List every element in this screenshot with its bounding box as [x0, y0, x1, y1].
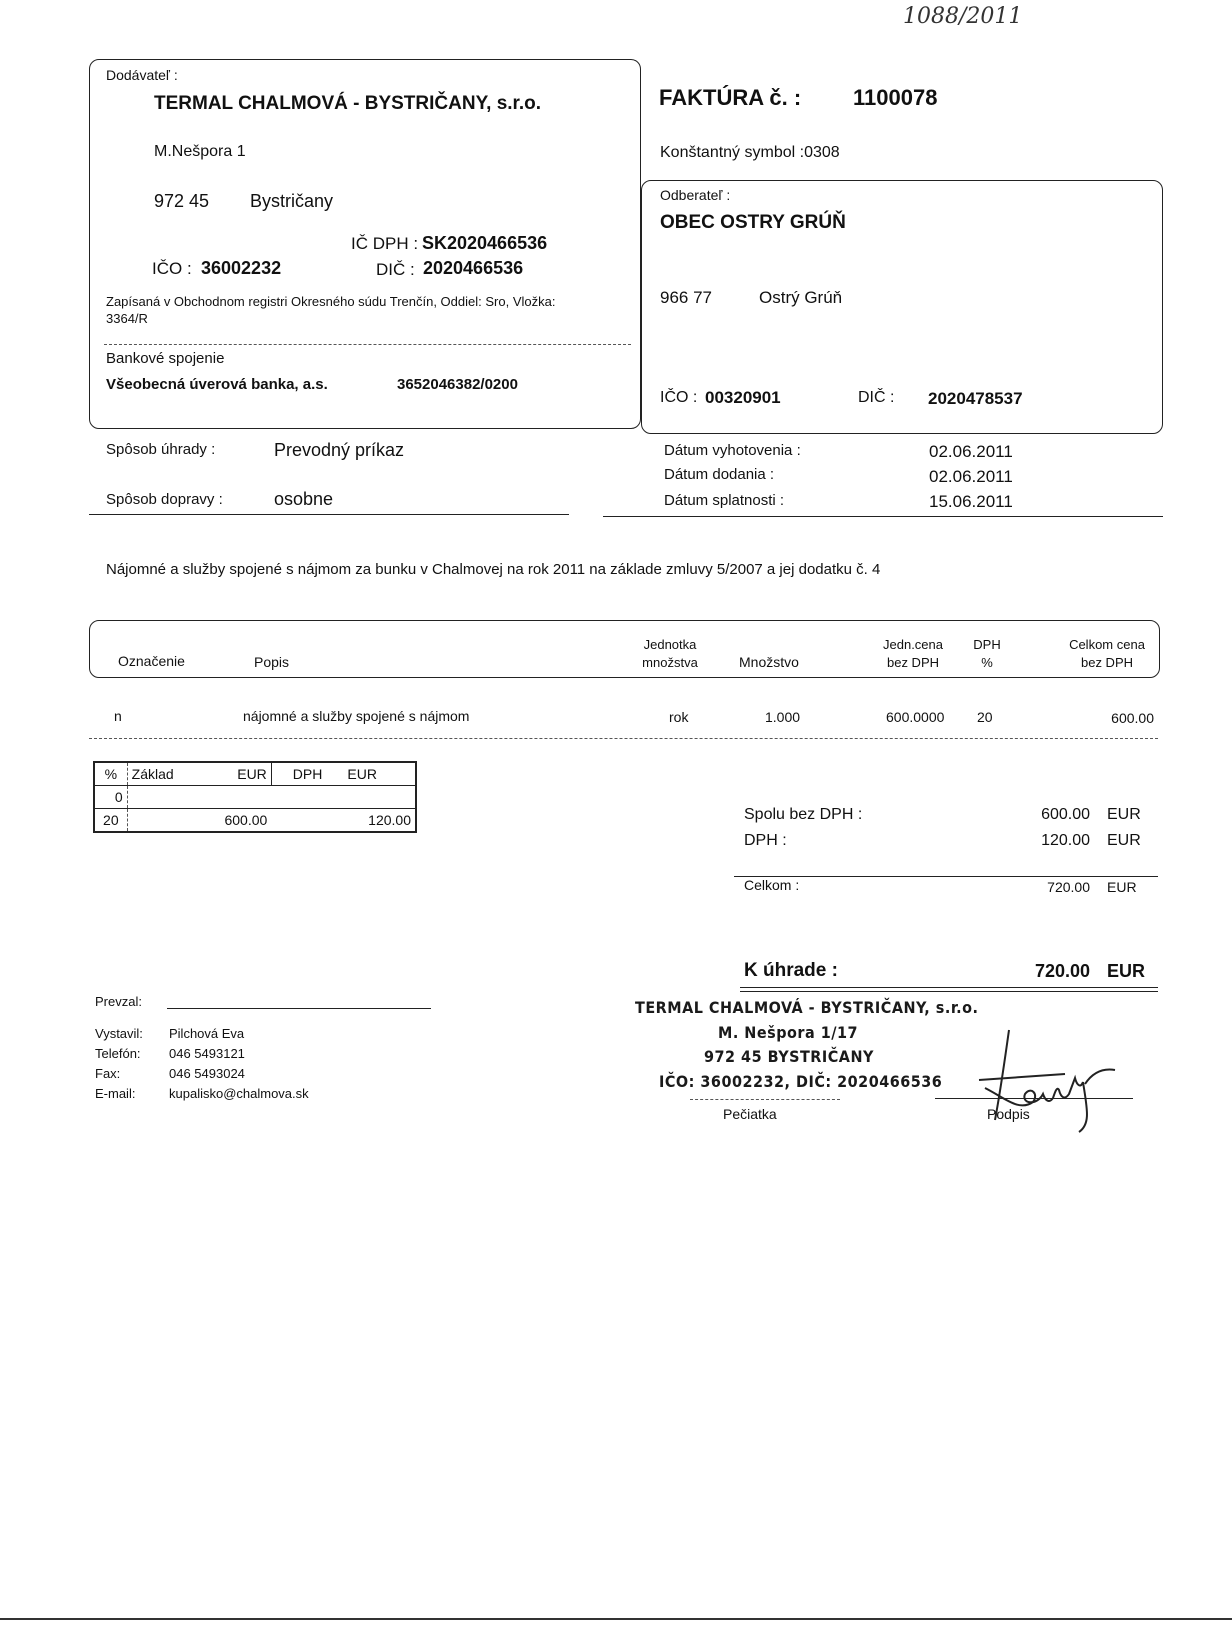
stamp-line2: M. Nešpora 1/17 [718, 1023, 859, 1042]
date-due-label: Dátum splatnosti : [664, 492, 785, 509]
vat-h-eur2: EUR [347, 766, 377, 782]
supplier-name: TERMAL CHALMOVÁ - BYSTRIČANY, s.r.o. [154, 93, 542, 114]
transport-label: Spôsob dopravy : [106, 491, 223, 508]
customer-city: Ostrý Grúň [759, 288, 843, 307]
fax: 046 5493024 [169, 1066, 245, 1081]
date-due: 15.06.2011 [929, 492, 1013, 511]
fax-label: Fax: [95, 1066, 121, 1081]
total-label: Celkom : [744, 877, 800, 893]
vat-row-0-dph [271, 786, 416, 809]
col-price-line1: Jedn.cena [883, 637, 943, 652]
item-desc: nájomné a služby spojené s nájmom [243, 708, 470, 724]
col-vat-line1: DPH [973, 637, 1001, 652]
supplier-ico-label: IČO : [152, 259, 192, 278]
handwritten-reference: 1088/2011 [903, 4, 1023, 29]
item-qty: 1.000 [765, 709, 801, 725]
col-total-line1: Celkom cena [1069, 637, 1145, 652]
col-qty: Množstvo [739, 654, 799, 670]
vat-currency: EUR [1107, 832, 1141, 849]
supplier-ico: 36002232 [201, 258, 282, 278]
customer-ico: 00320901 [705, 388, 781, 407]
phone: 046 5493121 [169, 1046, 245, 1061]
stamp-line3: 972 45 BYSTRIČANY [704, 1047, 874, 1066]
amount-due-value: 720.00 [1034, 961, 1090, 981]
supplier-zip: 972 45 [154, 191, 210, 211]
supplier-register-line1: Zapísaná v Obchodnom registri Okresného súdu Trenčín, Oddiel: Sro, Vložka: [106, 294, 556, 309]
item-total: 600.00 [1111, 710, 1154, 726]
item-code: n [114, 708, 122, 724]
vat-h-pct: % [94, 762, 127, 786]
vat-row-1-base: 600.00 [224, 812, 268, 828]
col-vat-line2: % [981, 655, 993, 670]
vat-row-0-pct: 0 [94, 786, 127, 809]
supplier-divider [104, 344, 631, 345]
item-price: 600.0000 [886, 709, 945, 725]
supplier-dic-label: DIČ : [376, 260, 415, 279]
issued-by: Pilchová Eva [169, 1026, 245, 1041]
stamp-line4: IČO: 36002232, DIČ: 2020466536 [659, 1072, 943, 1091]
phone-label: Telefón: [95, 1046, 141, 1061]
vat-h-eur1: EUR [199, 762, 271, 786]
bank-account: 3652046382/0200 [397, 376, 518, 393]
col-price-line2: bez DPH [886, 655, 940, 670]
vat-value: 120.00 [1041, 832, 1090, 849]
vat-row-1 [94, 809, 416, 833]
vat-row-0 [94, 786, 416, 809]
item-row-rule [89, 738, 1158, 739]
invoice-description: Nájomné a služby spojené s nájmom za bunku v Chalmovej na rok 2011 na základe zmluvy 5/2007 a jej dodatku č. 4 [106, 561, 881, 578]
customer-dic: 2020478537 [928, 389, 1023, 408]
customer-label: Odberateľ : [660, 187, 731, 203]
signature-label: Podpis [987, 1106, 1030, 1122]
vat-label: DPH : [744, 832, 787, 849]
vat-summary-table [93, 761, 417, 833]
supplier-icdph-label: IČ DPH : [351, 234, 419, 253]
vat-row-0-base [127, 786, 271, 809]
received-line [167, 1008, 431, 1009]
amount-due-label: K úhrade : [744, 960, 838, 981]
date-delivered: 02.06.2011 [929, 467, 1013, 486]
stamp-label: Pečiatka [723, 1106, 777, 1122]
transport: osobne [274, 489, 334, 509]
dates-rule [603, 516, 1163, 517]
bank-label: Bankové spojenie [106, 350, 225, 367]
vat-row-1-pct: 20 [94, 809, 127, 833]
email-label: E-mail: [95, 1086, 136, 1101]
supplier-city: Bystričany [250, 191, 334, 211]
customer-dic-label: DIČ : [858, 389, 895, 406]
customer-name: OBEC OSTRY GRÚŇ [660, 212, 846, 233]
amount-due-rule-2 [740, 991, 1158, 992]
item-vat: 20 [977, 709, 993, 725]
date-issued: 02.06.2011 [929, 442, 1013, 461]
payment-method: Prevodný príkaz [274, 440, 405, 460]
supplier-label: Dodávateľ : [106, 67, 178, 83]
invoice-title: FAKTÚRA č. : [659, 85, 802, 110]
supplier-icdph: SK2020466536 [422, 233, 548, 253]
supplier-street: M.Nešpora 1 [154, 143, 246, 160]
supplier-register-line2: 3364/R [106, 311, 148, 326]
stamp-line1: TERMAL CHALMOVÁ - BYSTRIČANY, s.r.o. [635, 998, 979, 1017]
subtotal-currency: EUR [1107, 806, 1141, 823]
supplier-dic: 2020466536 [423, 258, 524, 278]
amount-due-currency: EUR [1107, 961, 1146, 981]
vat-h-dph: DPH [292, 766, 323, 782]
vat-h-base: Základ [131, 766, 174, 782]
col-total-line2: bez DPH [1080, 655, 1134, 670]
subtotal-value: 600.00 [1041, 806, 1090, 823]
customer-ico-label: IČO : [660, 389, 698, 406]
amount-due-rule-1 [740, 987, 1158, 988]
payment-method-label: Spôsob úhrady : [106, 441, 216, 458]
invoice-number: 1100078 [853, 85, 938, 110]
subtotal-label: Spolu bez DPH : [744, 806, 863, 823]
vat-row-1-dph: 120.00 [368, 812, 411, 828]
total-currency: EUR [1107, 879, 1137, 895]
signature-line [935, 1098, 1133, 1099]
customer-zip: 966 77 [660, 288, 712, 307]
col-unit-line2: množstva [642, 655, 698, 670]
payment-rule [89, 514, 569, 515]
issued-by-label: Vystavil: [95, 1026, 143, 1041]
total-value: 720.00 [1047, 879, 1090, 895]
received-label: Prevzal: [95, 994, 142, 1009]
bank-name: Všeobecná úverová banka, a.s. [106, 376, 328, 393]
col-code: Označenie [118, 653, 185, 669]
date-issued-label: Dátum vyhotovenia : [664, 442, 801, 459]
col-desc: Popis [254, 654, 290, 670]
email: kupalisko@chalmova.sk [169, 1086, 309, 1101]
date-delivered-label: Dátum dodania : [664, 466, 775, 483]
item-unit: rok [669, 709, 689, 725]
constant-symbol: Konštantný symbol :0308 [660, 144, 840, 161]
stamp-line [690, 1099, 840, 1100]
col-unit-line1: Jednotka [643, 637, 697, 652]
